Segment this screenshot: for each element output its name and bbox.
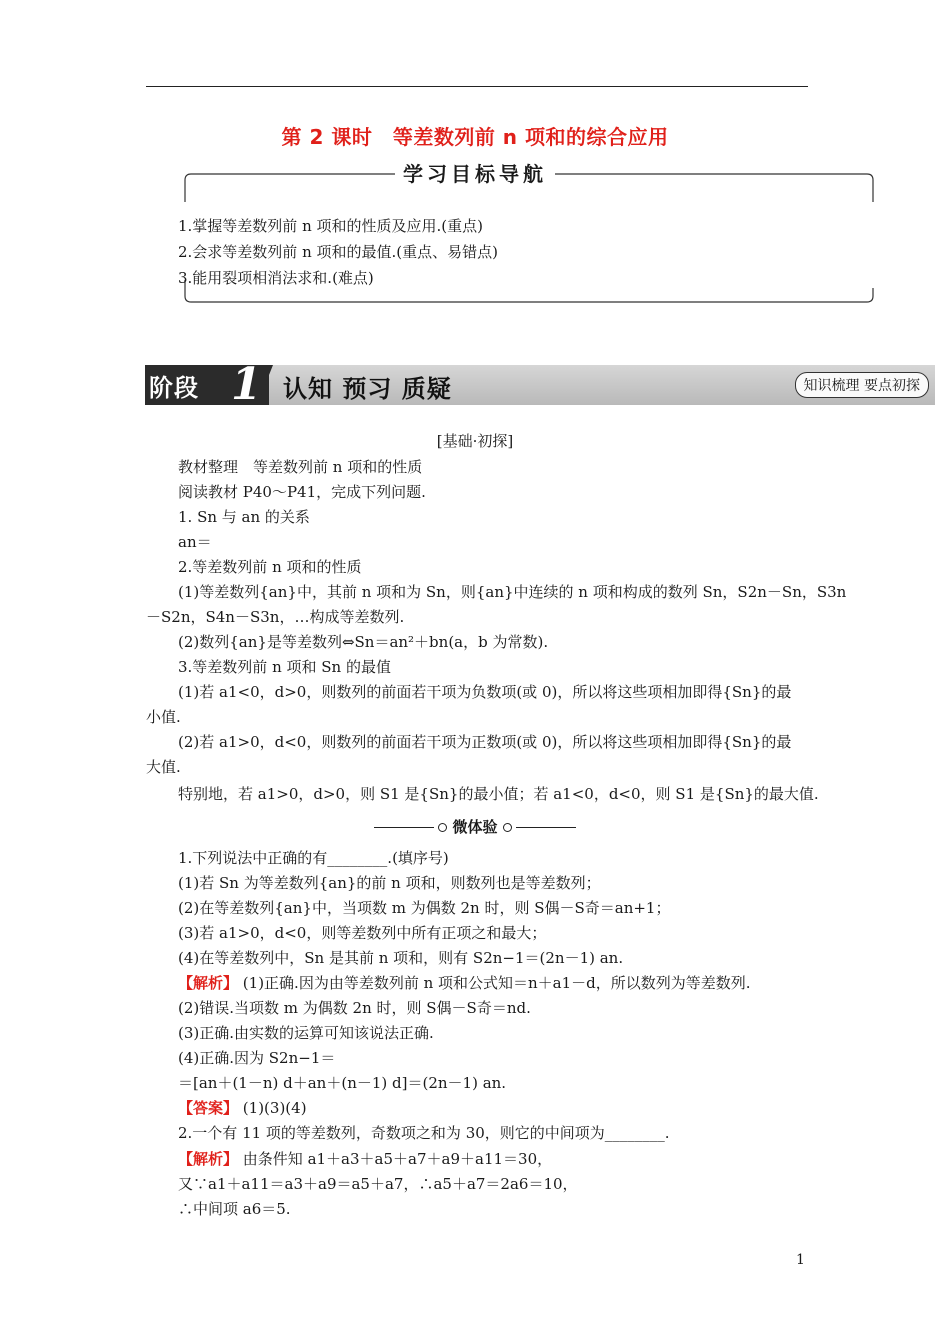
- objective-item: 1.掌握等差数列前 n 项和的性质及应用.(重点): [178, 217, 483, 235]
- analysis-label: 【解析】: [178, 1150, 239, 1168]
- question-line: 2.一个有 11 项的等差数列，奇数项之和为 30，则它的中间项为________.: [178, 1124, 670, 1142]
- text-line: an＝: [178, 533, 212, 551]
- text-line: 1. Sn 与 an 的关系: [178, 508, 310, 526]
- question-line: (1)若 Sn 为等差数列{an}的前 n 项和，则数列也是等差数列；: [178, 874, 601, 892]
- question-line: (4)在等差数列中，Sn 是其前 n 项和，则有 S2n−1＝(2n－1) an.: [178, 949, 624, 967]
- stage-tag: 知识梳理 要点初探: [795, 372, 929, 398]
- q1-analysis-line: [178, 971, 751, 995]
- analysis-line: (2)错误.当项数 m 为偶数 2n 时，则 S偶－S奇＝nd.: [178, 999, 531, 1017]
- divider-right: [516, 827, 576, 828]
- stage-number: 1: [231, 359, 262, 410]
- analysis-line: ＝[an＋(1－n) d＋an＋(n－1) d]＝(2n－1) an.: [178, 1074, 507, 1092]
- text-line: 大值.: [146, 758, 181, 776]
- text-line: 特别地，若 a1>0，d>0，则 S1 是{Sn}的最小值；若 a1<0，d<0，则 S1 是{Sn}的最大值.: [178, 785, 819, 803]
- stage-banner: [145, 359, 935, 410]
- text-line: 阅读教材 P40～P41，完成下列问题.: [178, 483, 426, 501]
- text-line: 小值.: [146, 708, 181, 726]
- q2-analysis-line: [178, 1147, 552, 1171]
- answer-label: 【答案】: [178, 1099, 239, 1117]
- answer-text: (1)(3)(4): [242, 1099, 307, 1117]
- divider-left: [374, 827, 434, 828]
- divider-dot: [503, 823, 512, 832]
- analysis-label: 【解析】: [178, 974, 239, 992]
- analysis-line: 又∵a1＋a11＝a3＋a9＝a5＋a7，∴a5＋a7＝2a6＝10，: [178, 1175, 578, 1193]
- objectives-heading-text: 学习目标导航: [395, 162, 555, 186]
- stage-title: 认知 预习 质疑: [283, 375, 452, 403]
- question-line: (3)若 a1>0，d<0，则等差数列中所有正项之和最大；: [178, 924, 547, 942]
- text-line: 3.等差数列前 n 项和 Sn 的最值: [178, 658, 391, 676]
- divider-dot: [438, 823, 447, 832]
- text-line: (1)若 a1<0，d>0，则数列的前面若干项为负数项(或 0)，所以将这些项相加即得{Sn}的最: [178, 683, 792, 701]
- text-line: (1)等差数列{an}中，其前 n 项和为 Sn，则{an}中连续的 n 项和构成的数列 Sn，S2n－Sn，S3n: [178, 583, 847, 601]
- text-line: －S2n，S4n－S3n，…构成等差数列.: [146, 608, 405, 626]
- analysis-text: (1)正确.因为由等差数列前 n 项和公式知＝n＋a1－d，所以数列为等差数列.: [242, 974, 751, 992]
- text-line: (2)数列{an}是等差数列⇔Sn＝an²＋bn(a，b 为常数).: [178, 633, 549, 651]
- analysis-text: 由条件知 a1＋a3＋a5＋a7＋a9＋a11＝30，: [242, 1150, 553, 1168]
- text-line: (2)若 a1>0，d<0，则数列的前面若干项为正数项(或 0)，所以将这些项相加即得{Sn}的最: [178, 733, 792, 751]
- top-rule: [146, 86, 808, 87]
- lesson-title: 第 2 课时 等差数列前 n 项和的综合应用: [281, 125, 669, 149]
- objectives-heading: [0, 158, 950, 187]
- objective-item: 3.能用裂项相消法求和.(难点): [178, 269, 374, 287]
- analysis-line: (4)正确.因为 S2n−1＝: [178, 1049, 336, 1067]
- q1-answer-line: [178, 1096, 307, 1120]
- analysis-line: ∴中间项 a6＝5.: [178, 1200, 291, 1218]
- weitiyan-heading: [0, 816, 950, 837]
- text-line: 2.等差数列前 n 项和的性质: [178, 558, 362, 576]
- section-label: [基础·初探]: [436, 432, 514, 450]
- analysis-line: (3)正确.由实数的运算可知该说法正确.: [178, 1024, 434, 1042]
- weitiyan-text: 微体验: [452, 818, 498, 836]
- question-line: (2)在等差数列{an}中，当项数 m 为偶数 2n 时，则 S偶－S奇＝an+1；: [178, 899, 671, 917]
- stage-word: 阶段: [149, 374, 199, 402]
- question-line: 1.下列说法中正确的有________.(填序号): [178, 849, 449, 867]
- page-number: 1: [796, 1252, 805, 1268]
- text-line: 教材整理 等差数列前 n 项和的性质: [178, 458, 423, 476]
- objectives-list: [178, 213, 498, 291]
- objective-item: 2.会求等差数列前 n 项和的最值.(重点、易错点): [178, 243, 498, 261]
